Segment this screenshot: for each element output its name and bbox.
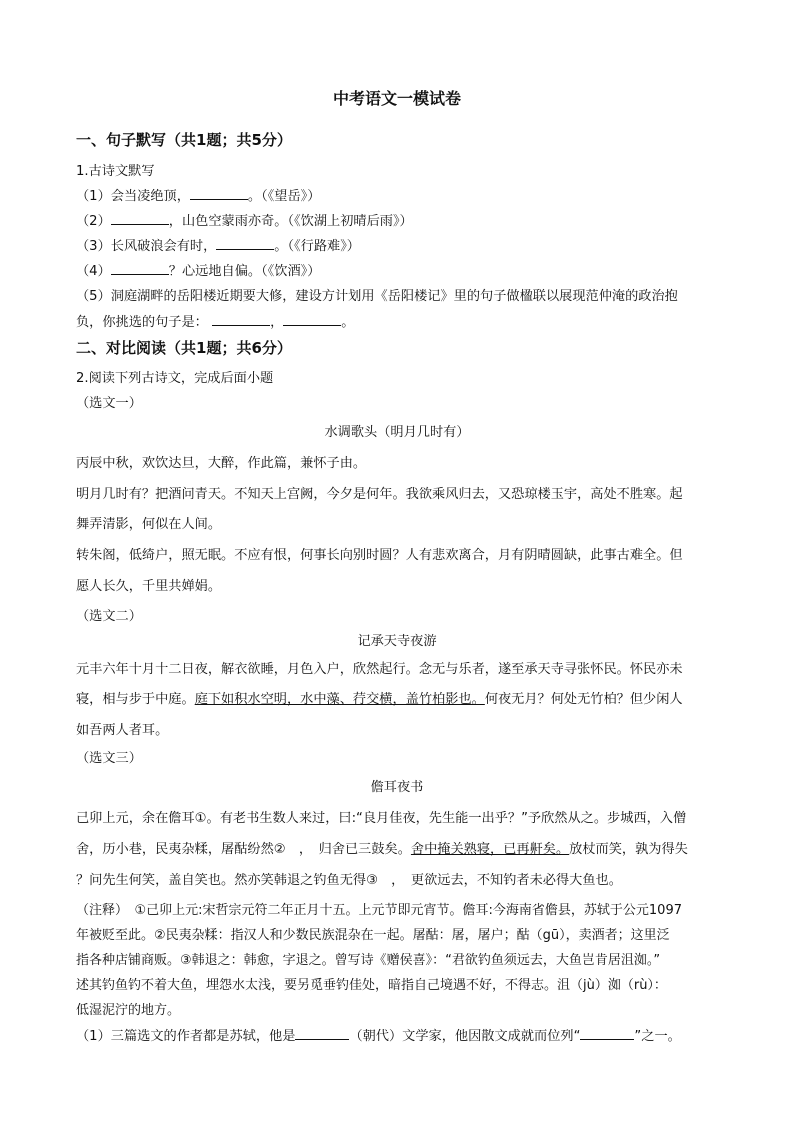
paragraph: ？问先生何笑，盖自笑也。然亦笑韩退之钓鱼无得③ ， 更欲远去，不知钓者未必得大鱼也。: [76, 873, 622, 888]
answer-blank[interactable]: [111, 212, 169, 225]
selection-3-label: （选文三）: [76, 751, 142, 766]
paragraph-text: 放杖而笑，孰为得失: [569, 842, 688, 857]
answer-blank[interactable]: [580, 1027, 634, 1040]
paragraph: 舞弄清影，何似在人间。: [76, 517, 222, 532]
answer-blank[interactable]: [283, 313, 341, 326]
answer-blank[interactable]: [190, 187, 248, 200]
item-text: ”之一。: [634, 1029, 681, 1044]
item-text: 。（《望岳》）: [247, 189, 321, 204]
question-1-item-3: [76, 237, 360, 256]
item-text: 负，你挑选的句子是：: [76, 315, 208, 330]
paragraph-text: 寝，相与步于中庭。: [76, 692, 195, 707]
item-text: ，山色空蒙雨亦奇。（《饮湖上初晴后雨》）: [168, 214, 413, 229]
page-title: 中考语文一模试卷: [332, 89, 461, 108]
annotation-line: （注释） ①己卯上元:宋哲宗元符二年正月十五。上元节即元宵节。儋耳:今海南省儋县，苏轼于公元1097: [76, 903, 682, 918]
selection-1-label: （选文一）: [76, 396, 142, 411]
paragraph: 愿人长久，千里共婵娟。: [76, 579, 222, 594]
paragraph-text: 何夜无月？何处无竹柏？但少闲人: [484, 692, 683, 707]
question-1-item-2: [76, 212, 413, 231]
item-text: （2）: [76, 214, 111, 229]
annotation-line: 述其钓鱼钓不着大鱼，埋怨水太浅，要另觅垂钓佳处，暗指自己境遇不好，不得志。沮（jù）洳（rù）：: [76, 978, 667, 993]
question-1-item-5-line-1: （5）洞庭湖畔的岳阳楼近期要大修，建设方计划用《岳阳楼记》里的句子做楹联以展现范仲淹的政治抱: [76, 289, 678, 304]
answer-blank[interactable]: [212, 313, 270, 326]
annotation-line: 低湿泥泞的地方。: [76, 1003, 181, 1018]
question-1-stem: 1.古诗文默写: [76, 164, 155, 179]
item-text: （1）会当凌绝顶，: [76, 189, 190, 204]
answer-blank[interactable]: [111, 262, 169, 275]
section-1-header: 一、句子默写（共1题；共5分）: [76, 131, 292, 149]
item-text: （1）三篇选文的作者都是苏轼，他是: [76, 1029, 296, 1044]
question-1-item-1: [76, 187, 320, 206]
question-1-item-5-line-2: [76, 313, 354, 332]
item-text: （3）长风破浪会有时，: [76, 239, 217, 254]
paragraph: 元丰六年十月十二日夜，解衣欲睡，月色入户，欣然起行。念无与乐者，遂至承天寺寻张怀民。怀民亦未: [76, 662, 683, 677]
underlined-sentence: 庭下如积水空明，水中藻、荇交横，盖竹柏影也。: [194, 692, 485, 707]
paragraph: [76, 841, 688, 859]
question-1-item-4: [76, 262, 320, 281]
question-2-stem: 2.阅读下列古诗文，完成后面小题: [76, 371, 274, 386]
section-2-header: 二、对比阅读（共1题；共6分）: [76, 339, 292, 357]
selection-3-title: 儋耳夜书: [370, 780, 424, 795]
item-text: ，: [270, 315, 284, 330]
selection-2-title: 记承天寺夜游: [357, 634, 437, 649]
paragraph: [76, 691, 683, 709]
annotation-line: 年被贬至此。②民夷杂糅：指汉人和少数民族混杂在一起。屠酤：屠，屠户；酤（gū），卖酒者；这里泛: [76, 928, 670, 943]
annotation-line: 指各种店铺商贩。③韩退之：韩愈，字退之。曾写诗《赠侯喜》：“君欲钓鱼须远去，大鱼岂肯居沮洳。”: [76, 953, 661, 968]
paragraph: 转朱阁，低绮户，照无眠。不应有恨，何事长向别时圆？人有悲欢离合，月有阴晴圆缺，此事古难全。但: [76, 548, 683, 563]
selection-2-label: （选文二）: [76, 609, 142, 624]
paragraph: 丙辰中秋，欢饮达旦，大醉，作此篇，兼怀子由。: [76, 456, 367, 471]
selection-1-title: 水调歌头（明月几时有）: [324, 425, 470, 440]
answer-blank[interactable]: [216, 237, 274, 250]
question-2-sub-1: [76, 1027, 681, 1046]
paragraph: 如吾两人者耳。: [76, 723, 169, 738]
item-text: 。: [341, 315, 355, 330]
item-text: ？心远地自偏。（《饮酒》）: [168, 264, 321, 279]
item-text: （朝代）文学家，他因散文成就而位列“: [349, 1029, 581, 1044]
answer-blank[interactable]: [295, 1027, 349, 1040]
item-text: 。（《行路难》）: [274, 239, 360, 254]
paragraph-text: 舍，历小巷，民夷杂糅，屠酤纷然② ， 归舍已三鼓矣。: [76, 842, 411, 857]
underlined-sentence: 舍中掩关熟寝，已再鼾矣。: [410, 842, 570, 857]
item-text: （4）: [76, 264, 111, 279]
paragraph: 己卯上元，余在儋耳①。有老书生数人来过，曰:“良月佳夜，先生能一出乎？”予欣然从之。步城西，入僧: [76, 811, 687, 826]
paragraph: 明月几时有？把酒问青天。不知天上宫阙，今夕是何年。我欲乘风归去，又恐琼楼玉宇，高处不胜寒。起: [76, 487, 683, 502]
